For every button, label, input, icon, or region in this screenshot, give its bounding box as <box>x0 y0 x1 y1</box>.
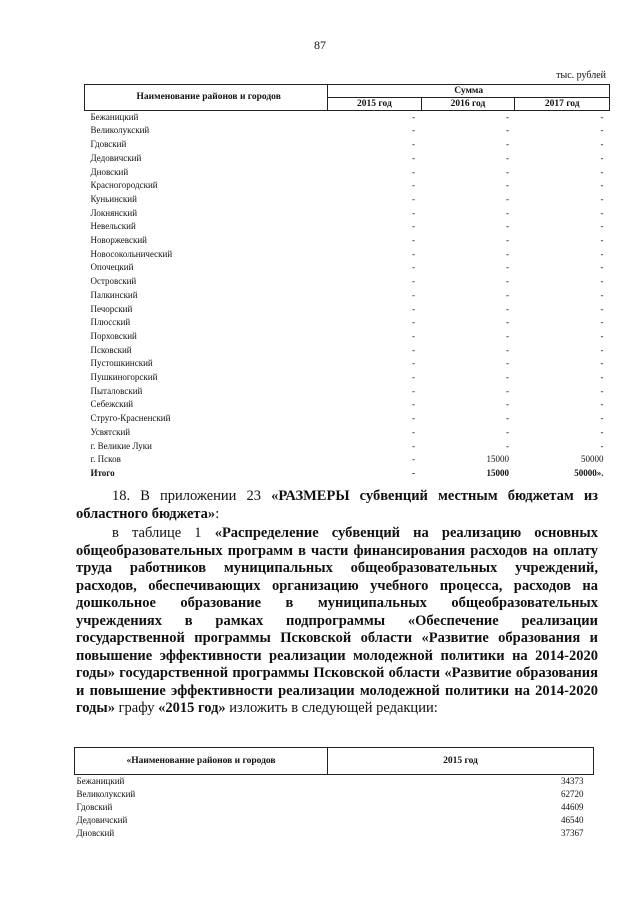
value-2015: - <box>412 454 415 465</box>
value-2017: - <box>600 125 604 136</box>
value-2016: - <box>505 221 509 232</box>
p18-tail: : <box>215 505 220 522</box>
district-name: Красногородский <box>90 180 158 191</box>
value-2016: - <box>505 372 509 383</box>
district-name: Гдовский <box>76 802 113 812</box>
table-row <box>85 344 610 358</box>
value-2017: - <box>600 330 604 341</box>
value-2017: - <box>600 385 604 396</box>
value-2016: - <box>505 413 509 424</box>
value-2015: - <box>412 166 415 177</box>
district-name: Дновский <box>76 828 115 838</box>
value-2016: - <box>505 276 509 287</box>
district-name: Дедовичский <box>76 815 128 825</box>
table-row <box>85 426 610 440</box>
col-header-2015: 2015 год <box>328 97 421 110</box>
value-2016: - <box>505 248 509 259</box>
value-2016: - <box>505 193 509 204</box>
value-2017: - <box>600 221 604 232</box>
value-2016: - <box>505 344 509 355</box>
table-row <box>85 440 610 454</box>
district-name: Великолукский <box>90 125 150 136</box>
table-row <box>75 814 594 827</box>
value-2015: - <box>412 385 415 396</box>
table-row <box>85 303 610 317</box>
value-2015: - <box>412 235 415 246</box>
value-2015: 37367 <box>561 828 584 838</box>
district-name: Новоржевский <box>90 235 147 246</box>
table-row <box>85 371 610 385</box>
col-header-2016: 2016 год <box>421 97 515 110</box>
district-name: Куньинский <box>90 193 137 204</box>
value-2015: - <box>412 344 415 355</box>
value-2015: - <box>412 111 415 122</box>
total-2016: 15000 <box>486 467 509 478</box>
value-2015: - <box>412 330 415 341</box>
district-name: Палкинский <box>90 289 138 300</box>
value-2015: - <box>412 289 415 300</box>
value-2017: - <box>600 317 604 328</box>
p18-bold: «РАЗМЕРЫ субвенций местным бюджетам из областного бюджета» <box>76 488 598 522</box>
total-2017: 50000». <box>574 467 604 478</box>
table-row <box>75 827 594 840</box>
value-2015: - <box>412 262 415 273</box>
value-2016: - <box>505 235 509 246</box>
table-body <box>85 110 610 480</box>
value-2017: - <box>600 262 604 273</box>
table-row <box>75 801 594 814</box>
value-2016: - <box>505 125 509 136</box>
value-2016: - <box>505 330 509 341</box>
district-name: Бежаницкий <box>90 111 139 122</box>
table-row <box>85 166 610 180</box>
district-name: Дновский <box>90 166 129 177</box>
value-2015: - <box>412 358 415 369</box>
pt1-mid: графу <box>114 700 159 716</box>
p18-lead: 18. В приложении 23 <box>112 488 272 504</box>
value-2015: - <box>412 248 415 259</box>
t2-col-header-name: «Наименование районов и городов <box>75 748 328 775</box>
pt1-lead: в таблице 1 <box>112 525 215 541</box>
table-row <box>85 316 610 330</box>
total-row <box>85 467 610 481</box>
value-2017: - <box>600 180 604 191</box>
value-2015: - <box>412 426 415 437</box>
table-row <box>85 330 610 344</box>
table-row <box>85 110 610 124</box>
table-row <box>85 261 610 275</box>
value-2015: - <box>412 207 415 218</box>
pt1-bold: «Распределение субвенций на реализацию основных общеобразовательных программ в части финансирования расходов на оплату труда работников муниципальных общеобразовательных учреждений, расходов, обеспечивающих организацию учебного процесса, расходов на дошкольное образование в муниципальных общеобразовательных учреждениях в рамках подпрограммы «Обеспечение реализации государственной программы Псковской области «Развитие образования и повышение эффективности реализации молодежной политики на 2014-2020 годы» государственной программы Псковской области «Развитие образования и повышение эффективности реализации молодежной политики на 2014-2020 годы» <box>76 525 598 716</box>
value-2017: - <box>600 235 604 246</box>
total-2015: - <box>412 467 415 478</box>
district-name: г. Великие Луки <box>90 440 152 451</box>
value-2015: 62720 <box>561 789 584 799</box>
table-row <box>85 193 610 207</box>
value-2017: - <box>600 166 604 177</box>
value-2015: - <box>412 399 415 410</box>
units-label: тыс. рублей <box>556 70 606 81</box>
value-2016: - <box>505 303 509 314</box>
district-name: Островский <box>90 276 137 287</box>
district-name: Усвятский <box>90 426 131 437</box>
value-2015: - <box>412 317 415 328</box>
table-row <box>85 412 610 426</box>
value-2015: - <box>412 139 415 150</box>
col-header-name: Наименование районов и городов <box>85 84 328 110</box>
district-name: Дедовичский <box>90 152 142 163</box>
value-2015: - <box>412 125 415 136</box>
table-row <box>85 398 610 412</box>
value-2015: - <box>412 221 415 232</box>
district-name: г. Псков <box>90 454 121 465</box>
value-2017: - <box>600 152 604 163</box>
value-2016: - <box>505 358 509 369</box>
value-2015: - <box>412 372 415 383</box>
district-name: Пыталовский <box>90 385 143 396</box>
district-name: Порховский <box>90 330 137 341</box>
table-row <box>85 453 610 467</box>
value-2016: - <box>505 317 509 328</box>
value-2015: - <box>412 193 415 204</box>
value-2017: - <box>600 303 604 314</box>
district-name: Псковский <box>90 344 132 355</box>
district-name: Невельский <box>90 221 136 232</box>
district-name: Струго-Красненский <box>90 413 171 424</box>
district-name: Новосокольнический <box>90 248 173 259</box>
value-2016: - <box>505 207 509 218</box>
district-name: Опочецкий <box>90 262 134 273</box>
value-2016: - <box>505 385 509 396</box>
table-row <box>75 788 594 801</box>
value-2017: - <box>600 276 604 287</box>
col-header-2017: 2017 год <box>515 97 610 110</box>
value-2017: - <box>600 399 604 410</box>
value-2017: - <box>600 207 604 218</box>
table-row <box>85 385 610 399</box>
value-2017: - <box>600 289 604 300</box>
district-name: Пушкиногорский <box>90 372 158 383</box>
value-2016: - <box>505 111 509 122</box>
value-2015: - <box>412 440 415 451</box>
paragraph-table1 <box>76 525 598 718</box>
value-2017: - <box>600 248 604 259</box>
table-row <box>85 289 610 303</box>
district-name: Плюсский <box>90 317 131 328</box>
value-2016: - <box>505 152 509 163</box>
value-2017: - <box>600 111 604 122</box>
value-2016: - <box>505 399 509 410</box>
pt1-tail: изложить в следующей редакции: <box>225 700 438 716</box>
pt1-bold2: «2015 год» <box>158 700 226 716</box>
table-row <box>85 275 610 289</box>
subsidy-table-2015-2017 <box>84 70 610 481</box>
value-2017: - <box>600 358 604 369</box>
district-name: Великолукский <box>76 789 136 799</box>
district-name: Себежский <box>90 399 134 410</box>
value-2017: - <box>600 426 604 437</box>
value-2017: 50000 <box>581 454 604 465</box>
table-row <box>85 220 610 234</box>
page-number: 87 <box>314 38 326 52</box>
t2-col-header-year: 2015 год <box>328 748 594 775</box>
value-2016: - <box>505 289 509 300</box>
value-2017: - <box>600 193 604 204</box>
value-2015: 34373 <box>561 776 584 786</box>
table-row <box>85 234 610 248</box>
value-2017: - <box>600 440 604 451</box>
value-2015: - <box>412 180 415 191</box>
value-2017: - <box>600 413 604 424</box>
value-2016: - <box>505 180 509 191</box>
value-2017: - <box>600 372 604 383</box>
value-2015: 46540 <box>561 815 584 825</box>
value-2015: - <box>412 413 415 424</box>
district-name: Локнянский <box>90 207 138 218</box>
value-2016: - <box>505 139 509 150</box>
district-name: Пустошкинский <box>90 358 153 369</box>
table-row <box>85 152 610 166</box>
value-2016: - <box>505 440 509 451</box>
subsidy-table-2015 <box>74 747 594 840</box>
table-row <box>85 124 610 138</box>
table-row <box>85 179 610 193</box>
value-2016: - <box>505 426 509 437</box>
col-header-sum: Сумма <box>328 84 610 97</box>
table-row <box>75 775 594 789</box>
value-2016: - <box>505 262 509 273</box>
value-2015: - <box>412 276 415 287</box>
t2-table-body <box>75 775 594 841</box>
paragraph-18 <box>76 488 598 523</box>
district-name: Бежаницкий <box>76 776 125 786</box>
value-2015: - <box>412 303 415 314</box>
table-row <box>85 357 610 371</box>
district-name: Печорский <box>90 303 133 314</box>
table-row <box>85 138 610 152</box>
value-2015: - <box>412 152 415 163</box>
value-2017: - <box>600 139 604 150</box>
table-row <box>85 207 610 221</box>
value-2016: 15000 <box>486 454 509 465</box>
table-row <box>85 248 610 262</box>
district-name: Гдовский <box>90 139 127 150</box>
value-2015: 44609 <box>561 802 584 812</box>
total-label: Итого <box>90 467 115 478</box>
value-2016: - <box>505 166 509 177</box>
value-2017: - <box>600 344 604 355</box>
